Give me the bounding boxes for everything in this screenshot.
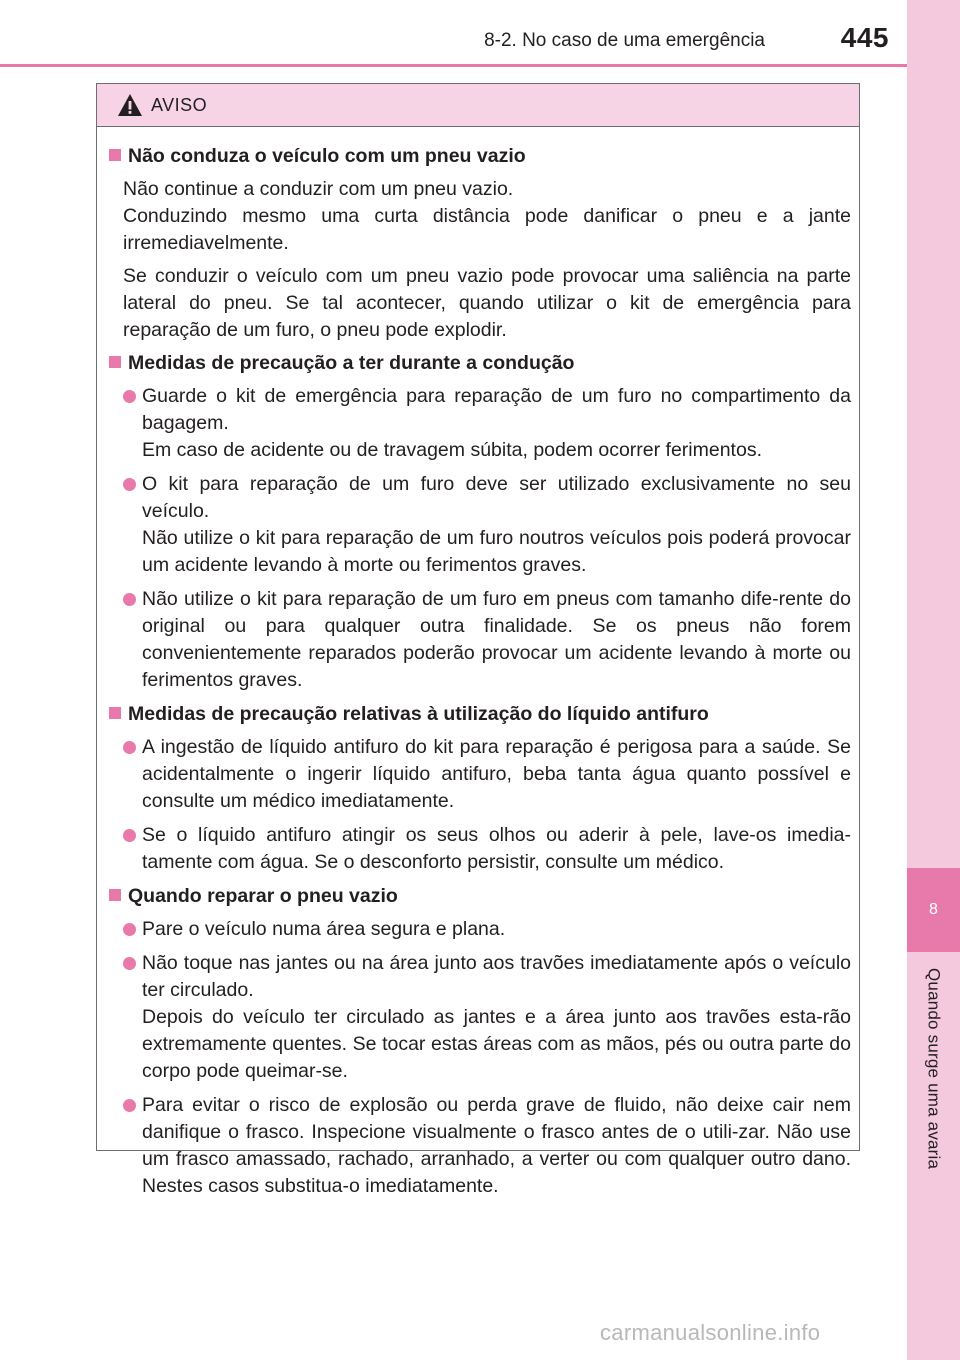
warning-section <box>109 701 851 876</box>
list-item-line: Pare o veículo numa área segura e plana. <box>142 918 506 940</box>
list-item-text <box>142 471 851 579</box>
square-bullet-icon <box>109 889 121 901</box>
section-heading <box>109 701 851 728</box>
list-item <box>123 916 851 943</box>
list-item-line: Em caso de acidente ou de travagem súbita, podem ocorrer ferimentos. <box>142 439 762 461</box>
watermark-text: carmanualsonline.info <box>600 1320 821 1345</box>
list-item-line: Para evitar o risco de explosão ou perda grave de fluido, não deixe cair nem danifique o frasco. Inspecione visualmente o frasco antes de o utili-zar. Não use um frasco amassado, rachado, arranhado, a verter ou com qualquer outro dano. Nestes casos substitua-o imediatamente. <box>142 1094 851 1197</box>
circle-bullet-icon <box>123 478 136 491</box>
warning-title: AVISO <box>151 94 208 115</box>
list-item-text <box>142 916 851 943</box>
section-heading-text: Medidas de precaução relativas à utilização do líquido antifuro <box>128 703 709 725</box>
section-heading-text: Quando reparar o pneu vazio <box>128 885 398 907</box>
warning-box <box>96 83 860 1197</box>
section-heading-text: Medidas de precaução a ter durante a condução <box>128 352 575 374</box>
header-rule <box>0 64 907 67</box>
list-item <box>123 734 851 815</box>
section-heading <box>109 350 851 377</box>
list-item-text <box>142 1092 851 1200</box>
paragraph-line: Não continue a conduzir com um pneu vazio. <box>123 178 514 200</box>
section-heading <box>109 883 851 910</box>
circle-bullet-icon <box>123 957 136 970</box>
circle-bullet-icon <box>123 1099 136 1112</box>
list-item <box>123 950 851 1085</box>
section-heading-text: Não conduza o veículo com um pneu vazio <box>128 145 526 167</box>
list-item-text <box>142 734 851 815</box>
list-item-line: Depois do veículo ter circulado as jantes e a área junto aos travões esta-rão extremamente quentes. Se tocar estas áreas com as mãos, pés ou outra parte do corpo pode queimar-se. <box>142 1006 851 1082</box>
square-bullet-icon <box>109 707 121 719</box>
paragraph-line: Conduzindo mesmo uma curta distância pode danificar o pneu e a jante irremediavelmente. <box>123 205 851 254</box>
warning-header <box>97 84 859 127</box>
list-item-line: Guarde o kit de emergência para reparação de um furo no compartimento da bagagem. <box>142 385 851 434</box>
chapter-label: Quando surge uma avaria <box>924 968 944 1170</box>
list-item-line: Não toque nas jantes ou na área junto aos travões imediatamente após o veículo ter circulado. <box>142 952 851 1001</box>
paragraph-line: Se conduzir o veículo com um pneu vazio pode provocar uma saliência na parte lateral do pneu. Se tal acontecer, quando utilizar o kit de emergência para reparação de um furo, o pneu pode explodir. <box>123 265 851 341</box>
circle-bullet-icon <box>123 390 136 403</box>
list-item <box>123 822 851 876</box>
list-item-text <box>142 950 851 1085</box>
list-item <box>123 383 851 464</box>
circle-bullet-icon <box>123 829 136 842</box>
warning-section <box>109 883 851 1200</box>
page-header <box>0 0 907 60</box>
chapter-number: 8 <box>907 868 960 952</box>
list-item-line: Não utilize o kit para reparação de um furo em pneus com tamanho dife-rente do original ou para qualquer outra finalidade. Se os pneus não forem convenientemente reparados poderão provocar um acidente levando à morte ou ferimentos graves. <box>142 588 851 691</box>
warning-triangle-icon <box>117 93 143 117</box>
list-item-line: O kit para reparação de um furo deve ser utilizado exclusivamente no seu veículo. <box>142 473 851 522</box>
list-item-text <box>142 822 851 876</box>
list-item-line: Não utilize o kit para reparação de um furo noutros veículos pois poderá provocar um acidente levando à morte ou ferimentos graves. <box>142 527 851 576</box>
warning-section <box>109 143 851 344</box>
square-bullet-icon <box>109 149 121 161</box>
chapter-label-container <box>907 952 960 1212</box>
circle-bullet-icon <box>123 923 136 936</box>
warning-body <box>97 127 859 1200</box>
square-bullet-icon <box>109 356 121 368</box>
page-number: 445 <box>840 22 889 53</box>
list-item-line: Se o líquido antifuro atingir os seus olhos ou aderir à pele, lave-os imedia-tamente com água. Se o desconforto persistir, consulte um médico. <box>142 824 851 873</box>
warning-section <box>109 350 851 694</box>
paragraph <box>123 176 851 257</box>
circle-bullet-icon <box>123 593 136 606</box>
list-item <box>123 1092 851 1200</box>
list-item <box>123 471 851 579</box>
circle-bullet-icon <box>123 741 136 754</box>
list-item-text <box>142 586 851 694</box>
section-title: 8-2. No caso de uma emergência <box>484 30 765 51</box>
paragraph <box>123 263 851 344</box>
list-item <box>123 586 851 694</box>
list-item-text <box>142 383 851 464</box>
list-item-line: A ingestão de líquido antifuro do kit para reparação é perigosa para a saúde. Se acidentalmente o ingerir líquido antifuro, beba tanta água quanto possível e consulte um médico imediatamente. <box>142 736 851 812</box>
section-heading <box>109 143 851 170</box>
